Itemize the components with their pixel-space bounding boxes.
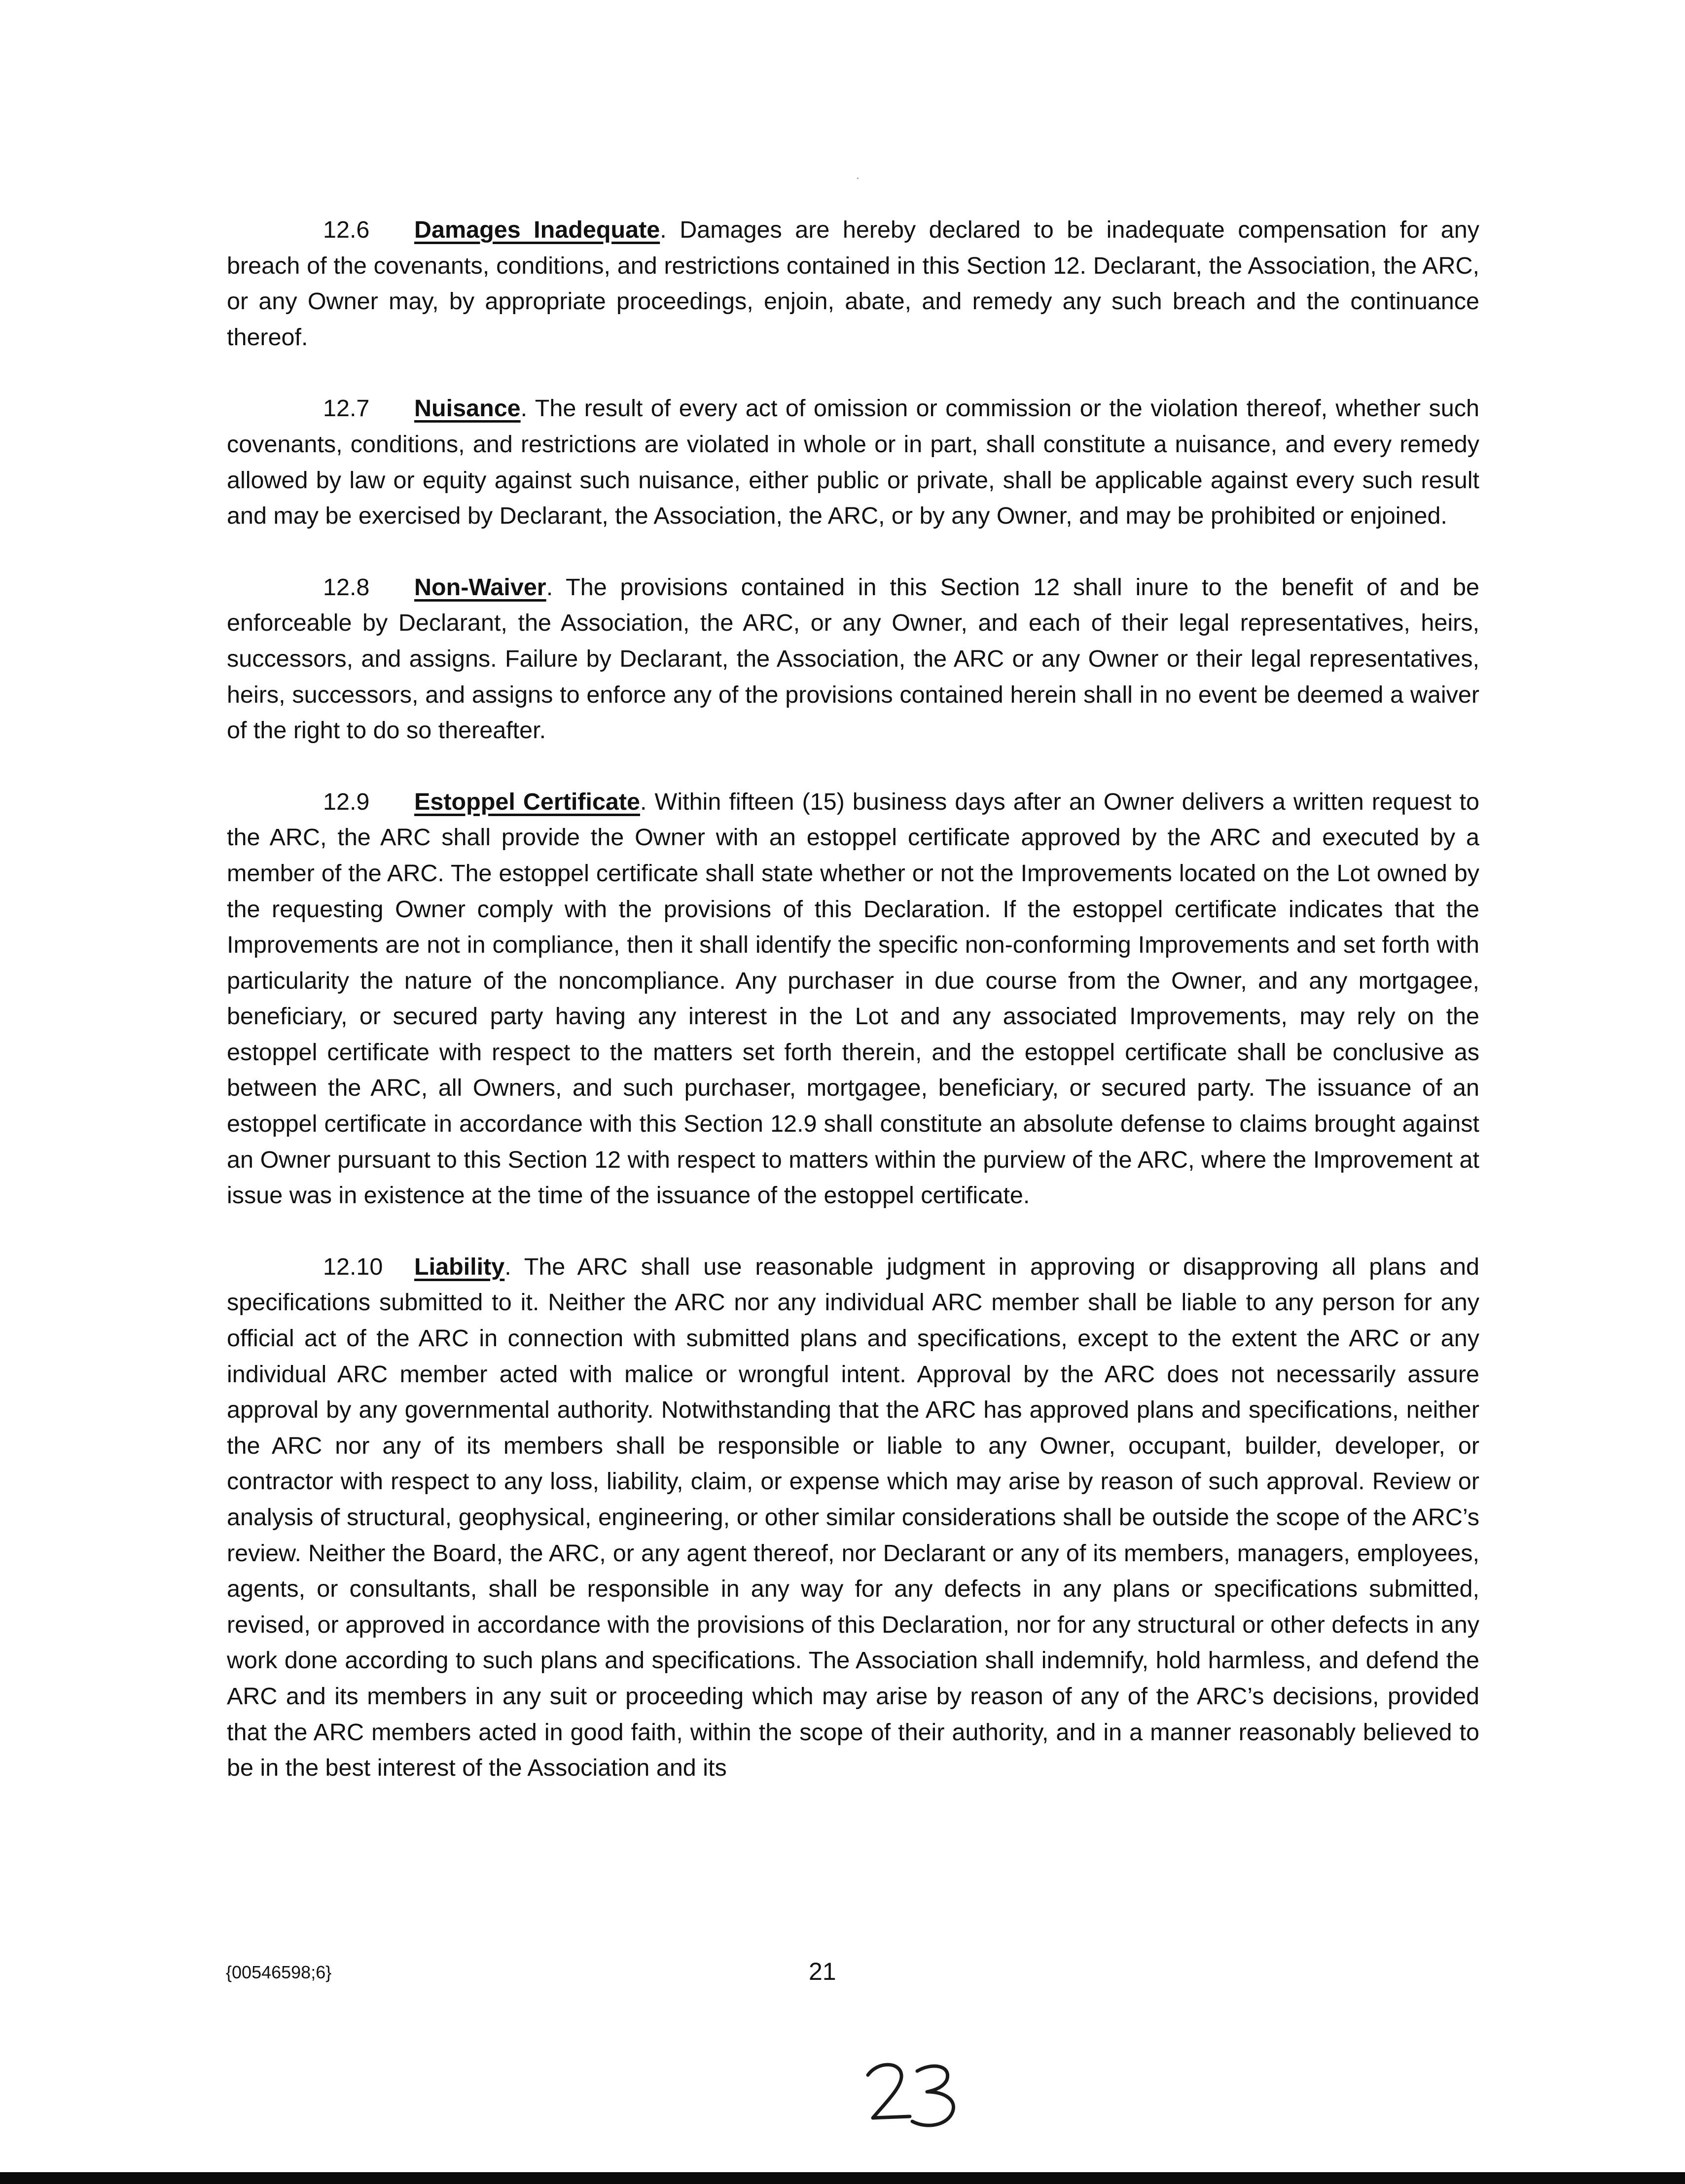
- section-text: . Within fifteen (15) business days after an Owner delivers a written request to the ARC, the ARC shall provide the Owner with an estoppel certificate approved by the ARC and executed by a member of the ARC. The estoppel certificate shall state whether or not the Improvements located on the Lot owned by the requesting Owner comply with the provisions of this Declaration. If the estoppel certificate indicates that the Improvements are not in compliance, then it shall identify the specific non-conforming Improvements and set forth with particularity the nature of the noncompliance. Any purchaser in due course from the Owner, and any mortgagee, beneficiary, or secured party having any interest in the Lot and any associated Improvements, may rely on the estoppel certificate with respect to the matters set forth therein, and the estoppel certificate shall be conclusive as between the ARC, all Owners, and such purchaser, mortgagee, beneficiary, or secured party. The issuance of an estoppel certificate in accordance with this Section 12.9 shall constitute an absolute defense to claims brought against an Owner pursuant to this Section 12 with respect to matters within the purview of the ARC, where the Improvement at issue was in existence at the time of the issuance of the estoppel certificate.: [227, 788, 1479, 1209]
- section-12-7: [227, 391, 1479, 534]
- handwritten-page-text: 23: [858, 2056, 859, 2057]
- section-text: . Damages are hereby declared to be inadequate compensation for any breach of the covenants, conditions, and restrictions contained in this Section 12. Declarant, the Association, the ARC, or any Owner may, by appropriate proceedings, enjoin, abate, and remedy any such breach and the continuance thereof.: [227, 216, 1479, 351]
- section-12-6: [227, 212, 1479, 355]
- page-number: 21: [809, 1958, 836, 1985]
- section-12-8: [227, 570, 1479, 749]
- section-title: Non-Waiver: [414, 573, 546, 601]
- section-title: Damages Inadequate: [414, 216, 660, 243]
- section-number: 12.7: [323, 395, 370, 422]
- document-id: {00546598;6}: [226, 1962, 332, 1982]
- document-body: [227, 212, 1479, 1786]
- section-number: 12.9: [323, 788, 370, 815]
- section-title: Nuisance: [414, 395, 521, 422]
- section-text: . The provisions contained in this Section 12 shall inure to the benefit of and be enforceable by Declarant, the Association, the ARC, or any Owner, and each of their legal representatives, heirs, successors, and assigns. Failure by Declarant, the Association, the ARC or any Owner or their legal representatives, heirs, successors, and assigns to enforce any of the provisions contained herein shall in no event be deemed a waiver of the right to do so thereafter.: [227, 573, 1479, 744]
- handwritten-page-number: [858, 2056, 971, 2130]
- section-number: 12.8: [323, 573, 370, 601]
- section-number: 12.6: [323, 216, 370, 243]
- section-text: . The result of every act of omission or commission or the violation thereof, whether such covenants, conditions, and restrictions are violated in whole or in part, shall constitute a nuisance, and every remedy allowed by law or equity against such nuisance, either public or private, shall be applicable against every such result and may be exercised by Declarant, the Association, the ARC, or by any Owner, and may be prohibited or enjoined.: [227, 395, 1479, 530]
- section-title: Estoppel Certificate: [414, 788, 641, 815]
- section-number: 12.10: [323, 1253, 383, 1280]
- section-title: Liability: [414, 1253, 505, 1280]
- scan-bottom-edge: [0, 2172, 1685, 2184]
- section-12-10: [227, 1249, 1479, 1786]
- section-12-9: [227, 784, 1479, 1214]
- section-text: . The ARC shall use reasonable judgment in approving or disapproving all plans and specifications submitted to it. Neither the ARC nor any individual ARC member shall be liable to any person for any official act of the ARC in connection with submitted plans and specifications, except to the extent the ARC or any individual ARC member acted with malice or wrongful intent. Approval by the ARC does not necessarily assure approval by any governmental authority. Notwithstanding that the ARC has approved plans and specifications, neither the ARC nor any of its members shall be responsible or liable to any Owner, occupant, builder, developer, or contractor with respect to any loss, liability, claim, or expense which may arise by reason of such approval. Review or analysis of structural, geophysical, engineering, or other similar considerations shall be outside the scope of the ARC’s review. Neither the Board, the ARC, or any agent thereof, nor Declarant or any of its members, managers, employees, agents, or consultants, shall be responsible in any way for any defects in any plans or specifications submitted, revised, or approved in accordance with the provisions of this Declaration, nor for any structural or other defects in any work done according to such plans and specifications. The Association shall indemnify, hold harmless, and defend the ARC and its members in any suit or proceeding which may arise by reason of any of the ARC’s decisions, provided that the ARC members acted in good faith, within the scope of their authority, and in a manner reasonably believed to be in the best interest of the Association and its: [227, 1253, 1479, 1782]
- scan-speck: [857, 178, 859, 179]
